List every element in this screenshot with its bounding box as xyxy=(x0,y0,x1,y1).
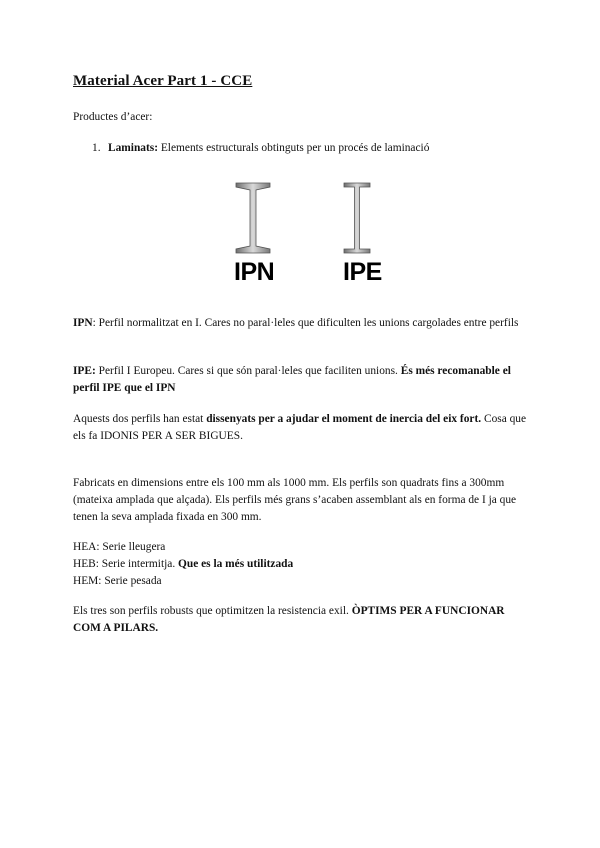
profiles-figure xyxy=(223,178,393,290)
ipn-label: IPN xyxy=(234,258,275,286)
list-number: 1. xyxy=(92,142,101,154)
closing-paragraph xyxy=(73,603,533,637)
i-beam-profiles-graphic xyxy=(223,178,393,258)
list-term: Laminats: xyxy=(108,142,158,154)
ipe-term: IPE: xyxy=(73,365,96,377)
series-heb xyxy=(73,556,533,573)
inertia-text-2: Cosa que els fa IDONIS PER A SER BIGUES. xyxy=(73,413,527,442)
intro-text: Productes d’acer: xyxy=(73,111,153,123)
closing-text: Els tres son perfils robusts que optimitzen la resistencia exil. xyxy=(73,605,352,617)
dimensions-paragraph: Fabricats en dimensions entre els 100 mm als 1000 mm. Els perfils son quadrats fins a 300mm (mateixa amplada que alçada). Els perfils més grans s’acaben assemblant als en forma de I ja que tenen la seva amplada fixada en 300 mm. xyxy=(73,477,517,523)
list-text: Elements estructurals obtinguts per un procés de laminació xyxy=(158,142,430,154)
ipe-text: Perfil I Europeu. Cares si que són paral·leles que faciliten unions. xyxy=(95,365,401,377)
inertia-paragraph xyxy=(73,411,533,445)
series-list xyxy=(73,539,533,590)
ipn-term: IPN xyxy=(73,317,93,329)
ipe-beam-shape xyxy=(344,183,370,253)
ipn-text: : Perfil normalitzat en I. Cares no paral·leles que dificulten les unions cargolades entre perfils xyxy=(92,317,519,329)
ipe-label: IPE xyxy=(343,258,382,286)
ipn-description xyxy=(73,315,533,332)
ipe-recommendation: És més recomanable el perfil IPE que el IPN xyxy=(73,365,511,394)
page-title: Material Acer Part 1 - CCE xyxy=(73,73,253,89)
series-heb-text: HEB: Serie intermitja. xyxy=(73,558,179,570)
inertia-text-1: Aquests dos perfils han estat xyxy=(73,413,207,425)
ipn-beam-shape xyxy=(236,183,270,253)
list-item-laminats xyxy=(92,140,429,157)
series-hea: HEA: Serie lleugera xyxy=(73,541,166,553)
ipe-description xyxy=(73,363,533,397)
series-hem: HEM: Serie pesada xyxy=(73,575,162,587)
series-heb-bold: Que es la més utilitzada xyxy=(178,558,294,570)
inertia-bold: dissenyats per a ajudar el moment de inercia del eix fort. xyxy=(206,413,482,425)
closing-bold: ÒPTIMS PER A FUNCIONAR COM A PILARS. xyxy=(73,605,505,634)
